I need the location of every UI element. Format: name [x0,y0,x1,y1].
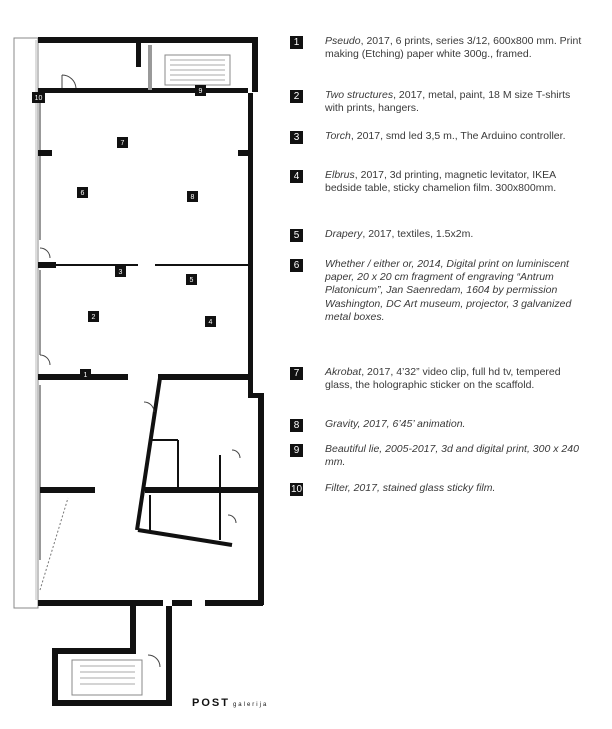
legend-text: Drapery, 2017, textiles, 1.5x2m. [325,228,474,240]
legend-number: 8 [290,419,303,432]
legend-number: 5 [290,229,303,242]
svg-text:7: 7 [120,140,125,147]
gallery-logo: POST galerija [192,697,269,709]
legend-number: 2 [290,90,303,103]
svg-text:3: 3 [118,269,123,276]
legend-text: Beautiful lie, 2005-2017, 3d and digital print, 300 x 240 mm. [325,443,579,469]
legend-number: 10 [290,484,303,495]
plan-marker-1 [80,369,91,380]
svg-text:8: 8 [190,194,195,201]
legend-text: Pseudo, 2017, 6 prints, series 3/12, 600x800 mm. Print making (Etching) paper white 300g., framed. [325,35,582,61]
svg-text:5: 5 [189,277,194,284]
plan-marker-4 [205,316,216,327]
svg-text:10: 10 [34,95,43,102]
plan-marker-5 [186,274,197,285]
plan-marker-3 [115,266,126,277]
legend-number: 6 [290,259,303,272]
legend-text: Whether / either or, 2014, Digital print on luminiscent paper, 20 x 20 cm fragment of engraving “Antrum Platonicum”, Jan Saenredam, 1604 by permission Washington, DC Art museum, projector, 3 galvanized metal boxes. [325,258,572,323]
legend-text: Gravity, 2017, 6’45’ animation. [325,418,466,430]
legend-number: 7 [290,367,303,380]
svg-text:6: 6 [80,190,85,197]
plan-marker-2 [88,311,99,322]
legend-number: 9 [290,444,303,457]
legend-text: Torch, 2017, smd led 3,5 m., The Arduino controller. [325,130,566,142]
legend-number: 3 [290,131,303,144]
svg-text:9: 9 [198,88,203,95]
plan-marker-7 [117,137,128,148]
legend-text: Two structures, 2017, metal, paint, 18 M size T-shirts with prints, hangers. [325,89,571,115]
legend-text: Akrobat, 2017, 4’32” video clip, full hd tv, tempered glass, the holographic sticker on the scaffold. [325,366,561,392]
plan-marker-10 [32,92,45,103]
svg-text:4: 4 [208,319,213,326]
legend-text: Elbrus, 2017, 3d printing, magnetic levitator, IKEA bedside table, sticky chamelion film. 300x800mm. [325,169,557,195]
plan-marker-9 [195,85,206,96]
svg-text:2: 2 [91,314,96,321]
plan-marker-8 [187,191,198,202]
svg-text:1: 1 [83,372,88,379]
legend-text: Filter, 2017, stained glass sticky film. [325,482,496,494]
legend-number: 4 [290,170,303,183]
legend-number: 1 [290,36,303,49]
plan-marker-6 [77,187,88,198]
